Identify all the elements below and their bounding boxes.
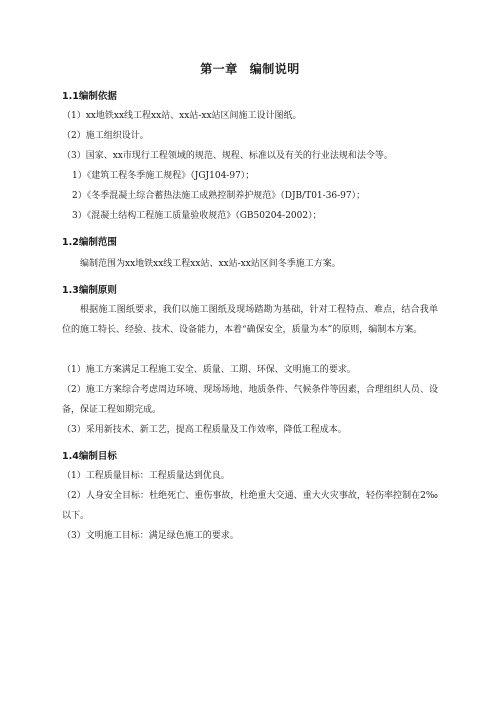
target-item-1: （1）工程质量目标：工程质量达到优良。 bbox=[62, 471, 230, 481]
section-heading-1-4: 1.4编制目标 bbox=[62, 451, 117, 462]
principle-intro: 根据施工图纸要求，我们以施工图纸及现场踏勘为基础，针对工程特点、难点，结合我单位的施工特长、经验、技术、设备能力，本着“确保安全，质量为本”的原则，编制本方案。 bbox=[62, 305, 438, 335]
basis-subitem-3: 3）《混凝土结构工程施工质量验收规范》（GB50204-2002）； bbox=[72, 211, 322, 221]
section-heading-1-3: 1.3编制原则 bbox=[62, 285, 117, 296]
chapter-title bbox=[0, 60, 500, 77]
scope-text: 编制范围为xx地铁xx线工程xx站、xx站-xx站区间冬季施工方案。 bbox=[80, 259, 341, 269]
basis-item-1: （1）xx地铁xx线工程xx站、xx站-xx站区间施工设计图纸。 bbox=[62, 111, 302, 121]
target-item-3: （3）文明施工目标：满足绿色施工的要求。 bbox=[62, 531, 239, 541]
section-heading-1-2: 1.2编制范围 bbox=[62, 237, 117, 248]
basis-item-2: （2）施工组织设计。 bbox=[62, 131, 149, 141]
basis-subitem-2: 2）《冬季混凝土综合蓄热法施工成熟控制养护规范》（DJB/T01-36-97）； bbox=[72, 191, 366, 201]
chapter-number: 第一章 bbox=[200, 62, 238, 76]
principle-item-1: （1）施工方案满足工程施工安全、质量、工期、环保、文明施工的要求。 bbox=[62, 365, 356, 375]
basis-subitem-1: 1）《建筑工程冬季施工规程》（JGJ104-97）； bbox=[72, 171, 255, 181]
principle-item-2: （2）施工方案综合考虑周边环境、现场场地、地质条件、气候条件等因素，合理组织人员、设备，保证工程如期完成。 bbox=[62, 385, 438, 415]
basis-item-3: （3）国家、xx市现行工程领域的规范、规程、标准以及有关的行业法规和法令等。 bbox=[62, 151, 393, 161]
target-item-2: （2）人身安全目标：杜绝死亡、重伤事故，杜绝重大交通、重大火灾事故，轻伤率控制在2‰以下。 bbox=[62, 491, 438, 521]
principle-item-3: （3）采用新技术、新工艺，提高工程质量及工作效率，降低工程成本。 bbox=[62, 425, 347, 435]
section-heading-1-1: 1.1编制依据 bbox=[62, 91, 117, 102]
chapter-name: 编制说明 bbox=[249, 62, 300, 76]
